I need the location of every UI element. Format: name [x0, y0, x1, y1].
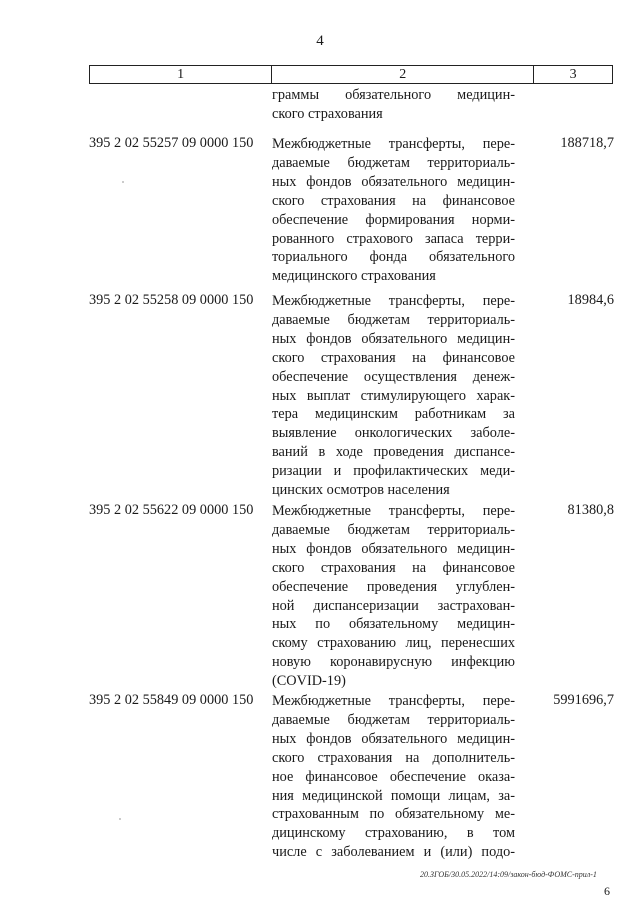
description-line: ной диспансеризации застрахован-: [272, 597, 515, 614]
description-line: ризации и профилактических меди-: [272, 463, 515, 480]
description-line: Межбюджетные трансферты, пере-: [272, 693, 515, 709]
amount-value: 188718,7: [560, 135, 614, 151]
footer-page-number: 6: [604, 884, 610, 898]
description-line: граммы обязательного медицин-: [272, 87, 515, 103]
description-line: медицинского страхования: [272, 268, 436, 285]
description-line: страхованным по обязательному ме-: [272, 806, 515, 823]
description-line: обеспечение осуществления денеж-: [272, 368, 515, 385]
row-description: [272, 502, 515, 691]
budget-code: 395 2 02 55258 09 0000 150: [89, 292, 254, 308]
row-description: [272, 135, 515, 286]
description-line: Межбюджетные трансферты, пере-: [272, 503, 515, 519]
description-line: ского страхования: [272, 105, 383, 122]
description-line: ных фондов обязательного медицин-: [272, 173, 515, 190]
footer-document-reference: 20.ЗГОБ/30.05.2022/14:09/закон-бюд-ФОМС-прил-1: [420, 870, 597, 879]
description-line: ных выплат стимулирующего харак-: [272, 387, 515, 404]
description-line: (COVID-19): [272, 673, 346, 690]
description-line: ваний в ходе проведения диспансе-: [272, 444, 515, 461]
scan-speck: [122, 181, 124, 183]
amount-value: 18984,6: [567, 292, 614, 308]
description-line: дицинскому страхованию, в том: [272, 825, 515, 842]
continuation-description: [272, 86, 515, 124]
description-line: выявление онкологических заболе-: [272, 425, 515, 442]
description-line: обеспечение формирования норми-: [272, 211, 515, 228]
description-line: ных фондов обязательного медицин-: [272, 730, 515, 747]
description-line: даваемые бюджетам территориаль-: [272, 154, 515, 171]
description-line: ториального фонда обязательного: [272, 249, 515, 266]
description-line: Межбюджетные трансферты, пере-: [272, 293, 515, 309]
description-line: ных фондов обязательного медицин-: [272, 540, 515, 557]
description-line: тера медицинским работникам за: [272, 406, 515, 423]
column-header-3: 3: [569, 67, 577, 82]
description-line: числе с заболеванием и (или) подо-: [272, 844, 515, 861]
row-description: [272, 692, 515, 862]
description-line: Межбюджетные трансферты, пере-: [272, 136, 515, 152]
budget-code: 395 2 02 55849 09 0000 150: [89, 692, 254, 708]
description-line: цинских осмотров населения: [272, 482, 450, 499]
description-line: новую коронавирусную инфекцию: [272, 654, 515, 671]
description-line: ского страхования на дополнитель-: [272, 749, 515, 766]
budget-code: 395 2 02 55622 09 0000 150: [89, 502, 254, 518]
budget-code: 395 2 02 55257 09 0000 150: [89, 135, 254, 151]
description-line: ского страхования на финансовое: [272, 559, 515, 576]
description-line: ных фондов обязательного медицин-: [272, 330, 515, 347]
description-line: даваемые бюджетам территориаль-: [272, 521, 515, 538]
description-line: ния медицинской помощи лицам, за-: [272, 787, 515, 804]
description-line: обеспечение проведения углублен-: [272, 578, 515, 595]
description-line: ского страхования на финансовое: [272, 192, 515, 209]
description-line: даваемые бюджетам территориаль-: [272, 711, 515, 728]
description-line: ное финансовое обеспечение оказа-: [272, 768, 515, 785]
amount-value: 81380,8: [567, 502, 614, 518]
row-description: [272, 292, 515, 500]
description-line: ных по обязательному медицин-: [272, 616, 515, 633]
description-line: рованного страхового запаса терри-: [272, 230, 515, 247]
description-line: скому страхованию лиц, перенесших: [272, 635, 515, 652]
amount-value: 5991696,7: [553, 692, 614, 708]
description-line: даваемые бюджетам территориаль-: [272, 311, 515, 328]
column-header-2: 2: [272, 66, 534, 83]
column-header-1: 1: [90, 66, 272, 83]
page-number: 4: [316, 33, 324, 49]
table-header: [89, 65, 613, 84]
description-line: ского страхования на финансовое: [272, 349, 515, 366]
scan-speck: [119, 818, 121, 820]
